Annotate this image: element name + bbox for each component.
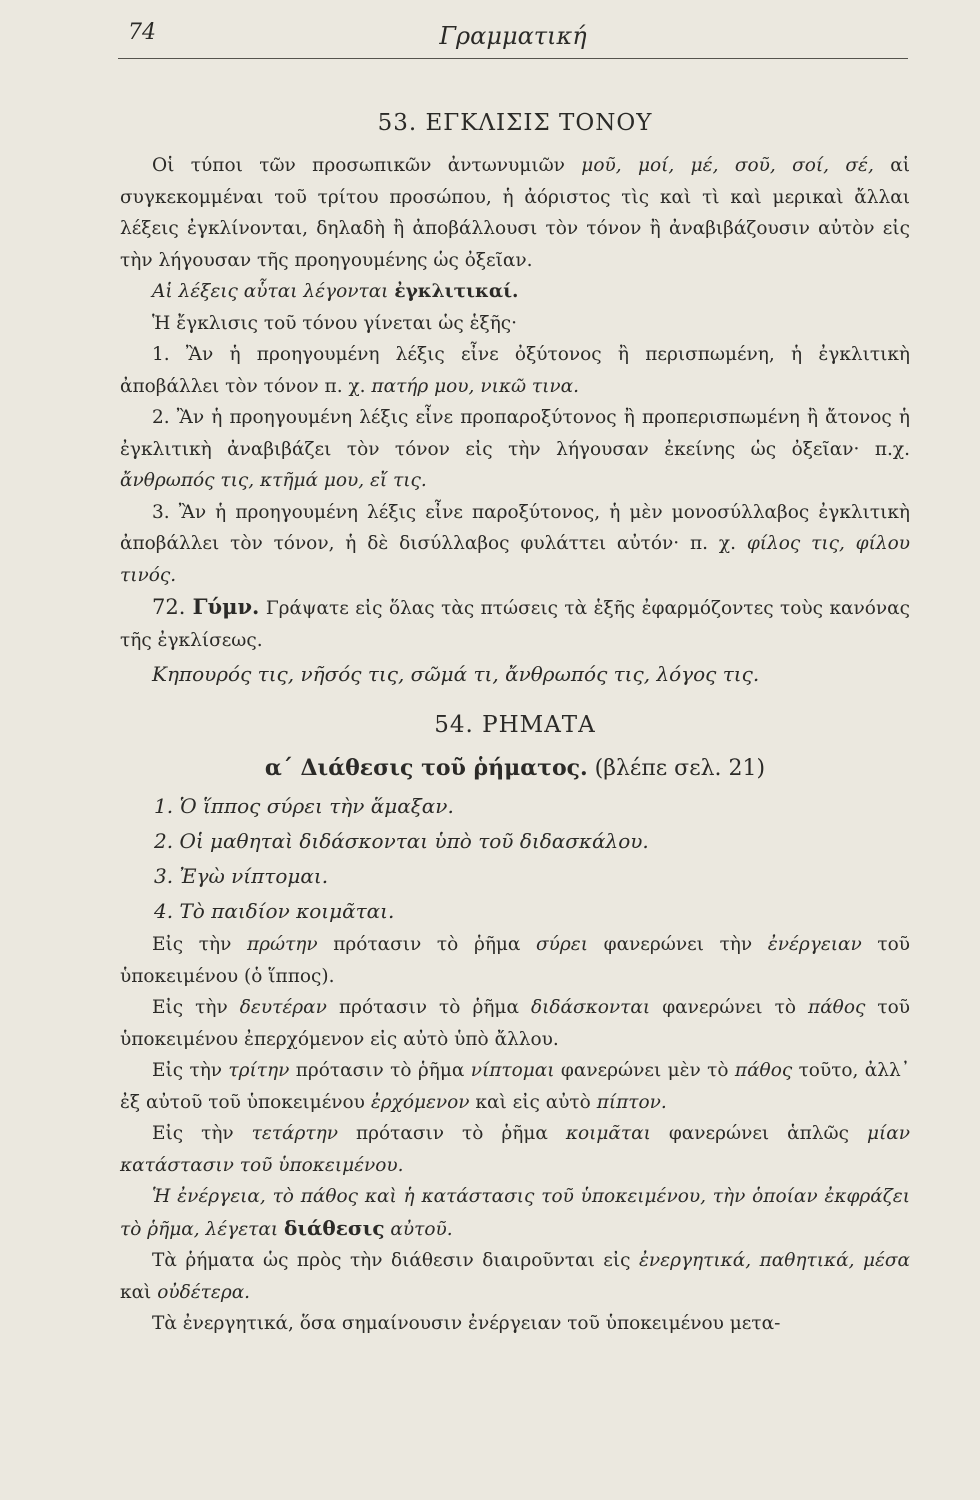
exercise-words: Κηπουρός τις, νῆσός τις, σῶμά τι, ἄνθρωπός τις, λόγος τις.: [152, 662, 760, 686]
example-sentence: 2. Οἱ μαθηταὶ διδάσκονται ὑπὸ τοῦ διδασκάλου.: [154, 829, 649, 853]
rule-3: 3. Ἂν ἡ προηγουμένη λέξις εἶνε παροξύτονος, ἡ μὲν μονοσύλλαβος ἐγκλιτικὴ ἀποβάλλει τὸν τόνον, ἡ δὲ δισύλλαβος φυλάττει αὐτόν· π. χ. φίλος τις, φίλου τινός.: [120, 501, 910, 586]
page-header: [118, 18, 908, 59]
rule-2: 2. Ἂν ἡ προηγουμένη λέξις εἶνε προπαροξύτονος ἢ προπερισπωμένη ἢ ἄτονος ἡ ἐγκλιτικὴ ἀναβιβάζει τὸν τόνον εἰς τὴν λήγουσαν ἐκείνης ὡς ὀξεῖαν· π.χ. ἄνθρωπός τις, κτῆμά μου, εἴ τις.: [120, 407, 910, 491]
exercise-72: 72. Γύμν. Γράψατε εἰς ὅλας τὰς πτώσεις τὰ ἑξῆς ἐφαρμόζοντες τοὺς κανόνας τῆς ἐγκλίσεως.: [120, 594, 910, 651]
definition-voice: Ἡ ἐνέργεια, τὸ πάθος καὶ ἡ κατάστασις τοῦ ὑποκειμένου, τὴν ὁποίαν ἐκφράζει τὸ ῥῆμα, λέγεται διάθεσις αὐτοῦ.: [120, 1186, 910, 1240]
explanation-4: Εἰς τὴν τετάρτην πρότασιν τὸ ῥῆμα κοιμᾶται φανερώνει ἁπλῶς μίαν κατάστασιν τοῦ ὑποκειμένου.: [120, 1123, 910, 1176]
paragraph-enclitic-how: Ἡ ἔγκλισις τοῦ τόνου γίνεται ὡς ἑξῆς·: [152, 312, 518, 334]
paragraph-enclitic-intro: Οἱ τύποι τῶν προσωπικῶν ἀντωνυμιῶν μοῦ, μοί, μέ, σοῦ, σοί, σέ, αἱ συγκεκομμέναι τοῦ τρίτου προσώπου, ἡ ἀόριστος τὶς καὶ τὶ καὶ μερικαὶ ἄλλαι λέξεις ἐγκλίνονται, δηλαδὴ ἢ ἀποβάλλουσι τὸν τόνον ἢ ἀναβιβάζουσιν αὐτὸν εἰς τὴν λήγουσαν τῆς προηγουμένης ὡς ὀξεῖαν.: [120, 155, 910, 271]
running-title: Γραμματική: [439, 22, 587, 50]
section-54-title: 54. ΡΗΜΑΤΑ: [434, 712, 596, 738]
example-sentence: 3. Ἐγὼ νίπτομαι.: [154, 864, 329, 888]
example-sentence: 4. Τὸ παιδίον κοιμᾶται.: [154, 899, 395, 923]
rule-1: 1. Ἂν ἡ προηγουμένη λέξις εἶνε ὀξύτονος ἢ περισπωμένη, ἡ ἐγκλιτικὴ ἀποβάλλει τὸν τόνον π. χ. πατήρ μου, νικῶ τινα.: [120, 344, 910, 397]
explanation-1: Εἰς τὴν πρώτην πρότασιν τὸ ῥῆμα σύρει φανερώνει τὴν ἐνέργειαν τοῦ ὑποκειμένου (ὁ ἵππος).: [120, 934, 911, 987]
voice-subtitle: α΄ Διάθεσις τοῦ ῥήματος. (βλέπε σελ. 21): [264, 755, 766, 781]
example-sentence: 1. Ὁ ἵππος σύρει τὴν ἅμαξαν.: [154, 794, 454, 818]
explanation-2: Εἰς τὴν δευτέραν πρότασιν τὸ ῥῆμα διδάσκονται φανερώνει τὸ πάθος τοῦ ὑποκειμένου ἐπερχόμενον εἰς αὐτὸ ὑπὸ ἄλλου.: [120, 997, 911, 1050]
voice-division: Τὰ ῥήματα ὡς πρὸς τὴν διάθεσιν διαιροῦνται εἰς ἐνεργητικά, παθητικά, μέσα καὶ οὐδέτερα.: [120, 1250, 911, 1303]
active-verbs-definition: Τὰ ἐνεργητικά, ὅσα σημαίνουσιν ἐνέργειαν τοῦ ὑποκειμένου μετα-: [152, 1313, 781, 1334]
section-53-title: 53. ΕΓΚΛΙΣΙΣ ΤΟΝΟΥ: [377, 110, 653, 136]
page-body: [120, 110, 910, 1340]
paragraph-enclitic-name: Αἱ λέξεις αὗται λέγονται ἐγκλιτικαί.: [152, 281, 519, 302]
page-number: 74: [128, 20, 156, 45]
explanation-3: Εἰς τὴν τρίτην πρότασιν τὸ ῥῆμα νίπτομαι φανερώνει μὲν τὸ πάθος τοῦτο, ἀλλ᾽ ἐξ αὐτοῦ τοῦ ὑποκειμένου ἐρχόμενον καὶ εἰς αὐτὸ πίπτον.: [120, 1060, 911, 1113]
